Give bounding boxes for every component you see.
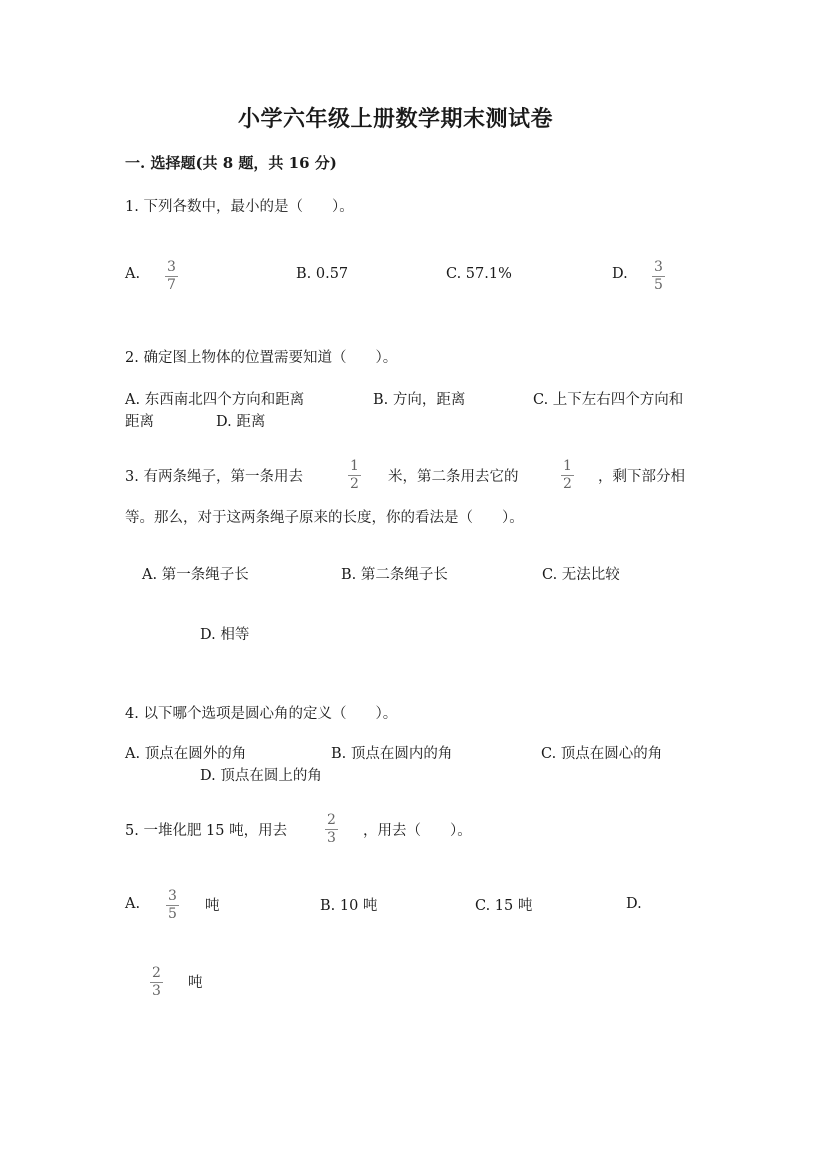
page-title: 小学六年级上册数学期末测试卷 [238,106,554,132]
q2-option-d: D. 距离 [216,414,266,430]
q5-option-a-fraction [166,889,179,922]
q1-option-d-label: D. [612,266,628,282]
fraction-numerator: 2 [327,812,336,828]
q5-option-d-label: D. [626,896,642,912]
q1-option-d-fraction [652,260,665,293]
q4-stem: 4. 以下哪个选项是圆心角的定义（ ）。 [125,706,398,722]
q5-fraction [325,813,338,846]
section-heading: 一. 选择题(共 8 题，共 16 分) [125,154,337,172]
q2-option-b: B. 方向，距离 [373,392,466,408]
fraction-numerator: 2 [152,965,161,981]
fraction-denominator: 3 [152,983,161,999]
q5-option-c: C. 15 吨 [475,898,533,914]
q3-option-a: A. 第一条绳子长 [142,567,249,583]
q5-option-a-unit: 吨 [205,898,220,914]
q5-stem-part2: ，用去（ ）。 [363,823,472,839]
q5-option-b: B. 10 吨 [320,898,378,914]
q1-option-a-fraction [165,260,178,293]
q4-option-d: D. 顶点在圆上的角 [200,768,322,784]
q1-option-c: C. 57.1% [446,266,512,282]
fraction-denominator: 3 [327,830,336,846]
q3-stem-part1: 3. 有两条绳子，第一条用去 [125,469,303,485]
q3-fraction-1 [348,459,361,492]
q2-option-c-continued: 距离 [125,414,154,430]
fraction-numerator: 3 [167,259,176,275]
q5-option-d-fraction [150,966,163,999]
fraction-numerator: 1 [350,458,359,474]
q2-option-a: A. 东西南北四个方向和距离 [125,392,305,408]
q3-option-d: D. 相等 [200,627,250,643]
q1-stem: 1. 下列各数中，最小的是（ ）。 [125,199,354,215]
q1-option-b: B. 0.57 [296,266,349,282]
q3-stem-part2: 米，第二条用去它的 [388,469,519,485]
q3-stem-line2: 等。那么，对于这两条绳子原来的长度，你的看法是（ ）。 [125,510,524,526]
q2-stem: 2. 确定图上物体的位置需要知道（ ）。 [125,350,398,366]
q5-option-a-label: A. [125,896,141,912]
q4-option-b: B. 顶点在圆内的角 [331,746,453,762]
fraction-numerator: 3 [168,888,177,904]
q3-stem-part3: ，剩下部分相 [598,469,685,485]
fraction-denominator: 2 [563,476,572,492]
q3-fraction-2 [561,459,574,492]
fraction-denominator: 5 [654,277,663,293]
q3-option-b: B. 第二条绳子长 [341,567,448,583]
fraction-denominator: 7 [167,277,176,293]
q1-option-a-label: A. [125,266,141,282]
q4-option-a: A. 顶点在圆外的角 [125,746,247,762]
fraction-numerator: 1 [563,458,572,474]
q5-stem-part1: 5. 一堆化肥 15 吨，用去 [125,823,288,839]
fraction-denominator: 2 [350,476,359,492]
q5-option-d-unit: 吨 [188,975,203,991]
q4-option-c: C. 顶点在圆心的角 [541,746,663,762]
q3-option-c: C. 无法比较 [542,567,620,583]
fraction-denominator: 5 [168,906,177,922]
q2-option-c: C. 上下左右四个方向和 [533,392,684,408]
fraction-numerator: 3 [654,259,663,275]
